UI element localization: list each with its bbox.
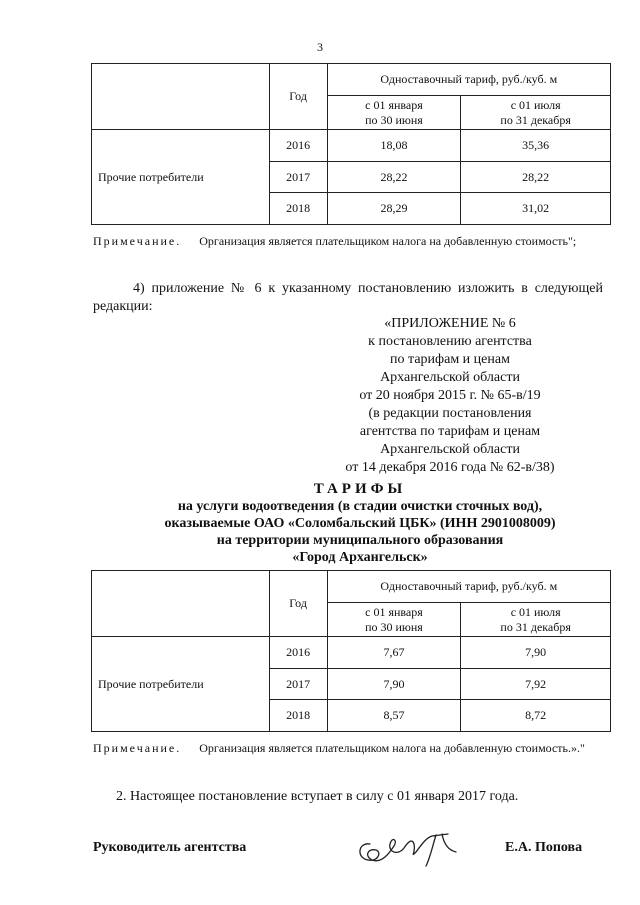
- header-half1: с 01 января по 30 июня: [327, 603, 461, 637]
- row-year: 2018: [269, 193, 327, 225]
- tariff-table-1: [91, 63, 611, 225]
- header-half2: с 01 июля по 31 декабря: [461, 96, 611, 130]
- paragraph-4: 4) приложение № 6 к указанному постановлению изложить в следующей редакции:: [93, 281, 603, 314]
- document-title: [80, 481, 640, 566]
- page-number: 3: [317, 40, 323, 54]
- header-empty-cell: [92, 571, 270, 637]
- table-row: [92, 130, 611, 162]
- signatory-name: Е.А. Попова: [505, 840, 583, 855]
- row-value-h2: 31,02: [461, 193, 611, 225]
- row-value-h1: 28,22: [327, 162, 461, 193]
- header-empty-cell: [92, 64, 270, 130]
- appendix-line: к постановлению агентства: [368, 334, 532, 349]
- row-year: 2017: [269, 162, 327, 193]
- title-heading: ТАРИФЫ: [313, 481, 407, 497]
- title-line: оказываемые ОАО «Соломбальский ЦБК» (ИНН 2901008009): [164, 516, 556, 531]
- row-value-h1: 18,08: [327, 130, 461, 162]
- row-year: 2017: [269, 669, 327, 700]
- consumer-label: Прочие потребители: [92, 637, 270, 732]
- header-year: Год: [269, 64, 327, 130]
- appendix-line: «ПРИЛОЖЕНИЕ № 6: [384, 316, 516, 331]
- signatory-position: Руководитель агентства: [93, 840, 247, 855]
- row-value-h1: 7,67: [327, 637, 461, 669]
- note-1: [93, 234, 611, 248]
- note-label: Примечание.: [93, 234, 182, 248]
- note-text: Организация является плательщиком налога на добавленную стоимость.».": [199, 741, 585, 755]
- note-label: Примечание.: [93, 741, 182, 755]
- appendix-block: [300, 315, 600, 477]
- row-value-h2: 35,36: [461, 130, 611, 162]
- title-line: на территории муниципального образования: [216, 533, 504, 548]
- row-value-h1: 7,90: [327, 669, 461, 700]
- appendix-line: (в редакции постановления: [368, 406, 532, 421]
- appendix-line: Архангельской области: [380, 442, 520, 457]
- note-text: Организация является плательщиком налога на добавленную стоимость";: [199, 234, 577, 248]
- note-2: [93, 741, 611, 755]
- appendix-line: от 14 декабря 2016 года № 62-в/38): [345, 460, 555, 475]
- paragraph-2: 2. Настоящее постановление вступает в силу с 01 января 2017 года.: [116, 789, 519, 804]
- header-half2: с 01 июля по 31 декабря: [461, 603, 611, 637]
- header-tariff: Одноставочный тариф, руб./куб. м: [327, 571, 610, 603]
- row-year: 2016: [269, 637, 327, 669]
- row-year: 2016: [269, 130, 327, 162]
- tariff-table-2: [91, 570, 611, 732]
- appendix-line: агентства по тарифам и ценам: [359, 424, 541, 439]
- header-tariff: Одноставочный тариф, руб./куб. м: [327, 64, 610, 96]
- appendix-line: Архангельской области: [380, 370, 520, 385]
- table-row: [92, 637, 611, 669]
- appendix-line: от 20 ноября 2015 г. № 65-в/19: [359, 388, 541, 403]
- row-value-h1: 8,57: [327, 700, 461, 732]
- row-value-h2: 7,92: [461, 669, 611, 700]
- row-value-h2: 7,90: [461, 637, 611, 669]
- consumer-label: Прочие потребители: [92, 130, 270, 225]
- row-value-h1: 28,29: [327, 193, 461, 225]
- header-half1: с 01 января по 30 июня: [327, 96, 461, 130]
- title-line: «Город Архангельск»: [292, 550, 428, 565]
- handwritten-signature: [352, 822, 472, 872]
- row-year: 2018: [269, 700, 327, 732]
- header-year: Год: [269, 571, 327, 637]
- title-line: на услуги водоотведения (в стадии очистки сточных вод),: [177, 499, 543, 514]
- row-value-h2: 8,72: [461, 700, 611, 732]
- row-value-h2: 28,22: [461, 162, 611, 193]
- appendix-line: по тарифам и ценам: [390, 352, 510, 367]
